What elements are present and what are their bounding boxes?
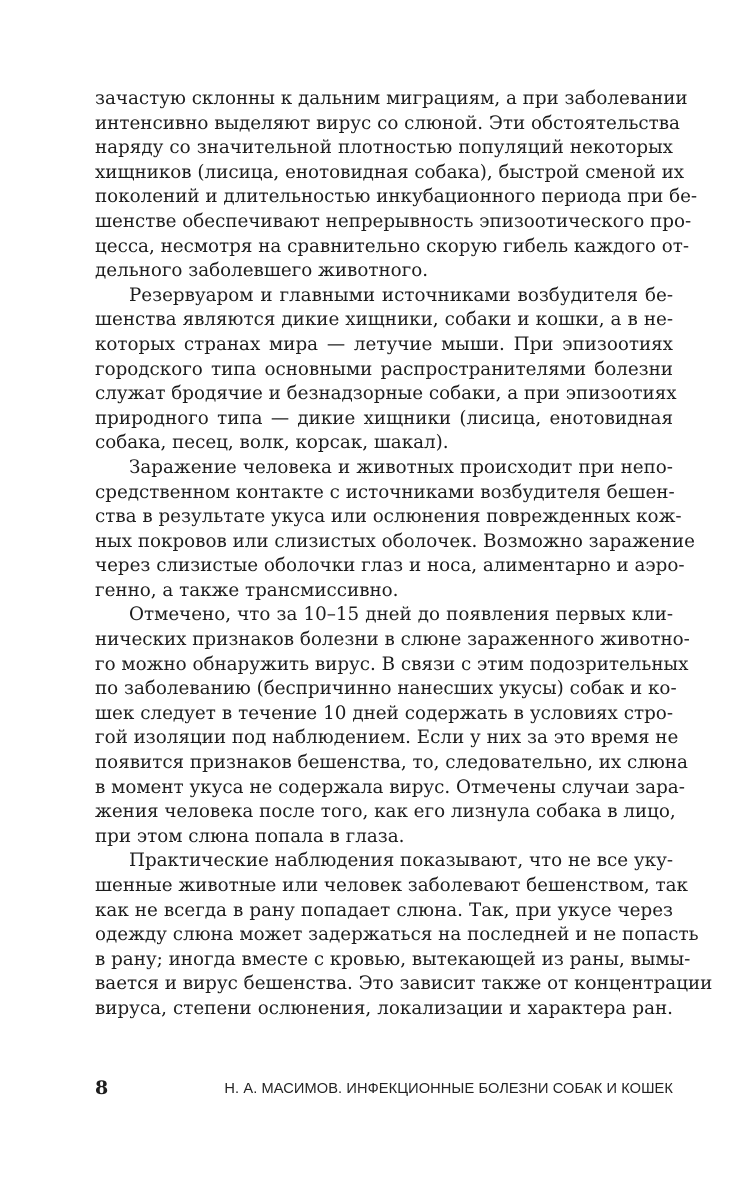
text-line: служат бродячие и безнадзорные собаки, а при эпизоотиях xyxy=(95,383,677,405)
page-number: 8 xyxy=(95,1077,109,1099)
page-footer xyxy=(95,1076,673,1100)
text-line: в рану; иногда вместе с кровью, вытекающей из раны, вымы- xyxy=(95,948,691,970)
text-line: средственном контакте с источниками возбудителя бешен- xyxy=(95,481,675,503)
text-line: Отмечено, что за 10–15 дней до появления первых кли- xyxy=(129,604,673,626)
text-line: шенства являются дикие хищники, собаки и кошки, а в не- xyxy=(95,309,673,331)
text-line: через слизистые оболочки глаз и носа, алиментарно и аэро- xyxy=(95,555,685,577)
text-line: дельного заболевшего животного. xyxy=(95,260,429,282)
text-line: го можно обнаружить вирус. В связи с этим подозрительных xyxy=(95,653,689,675)
text-line: как не всегда в рану попадает слюна. Так, при укусе через xyxy=(95,899,673,921)
text-line: одежду слюна может задержаться на последней и не попасть xyxy=(95,924,699,946)
text-line: городского типа основными распространителями болезни xyxy=(95,358,673,380)
text-line: цесса, несмотря на сравнительно скорую гибель каждого от- xyxy=(95,235,690,257)
text-line: шенные животные или человек заболевают бешенством, так xyxy=(95,875,688,896)
text-line: жения человека после того, как его лизнула собака в лицо, xyxy=(95,801,676,823)
text-line: наряду со значительной плотностью популяций некоторых xyxy=(95,137,673,159)
text-line: ных покровов или слизистых оболочек. Возможно заражение xyxy=(95,530,695,552)
text-line: шек следует в течение 10 дней содержать в условиях стро- xyxy=(95,702,673,724)
text-line: шенстве обеспечивают непрерывность эпизоотического про- xyxy=(95,210,692,232)
text-line: генно, а также трансмиссивно. xyxy=(95,579,399,601)
paragraph xyxy=(95,849,713,1021)
text-line: Резервуаром и главными источниками возбудителя бе- xyxy=(129,284,673,306)
text-line: при этом слюна попала в глаза. xyxy=(95,825,405,847)
paragraph xyxy=(95,284,677,456)
text-line: ства в результате укуса или ослюнения поврежденных кож- xyxy=(95,506,682,528)
text-line: хищников (лисица, енотовидная собака), быстрой сменой их xyxy=(95,161,685,183)
text-line: вируса, степени ослюнения, локализации и характера ран. xyxy=(95,997,673,1019)
page-body xyxy=(95,87,713,1022)
text-line: собака, песец, волк, корсак, шакал). xyxy=(95,432,449,454)
text-line: в момент укуса не содержала вирус. Отмечены случаи зара- xyxy=(95,776,685,798)
text-line: зачастую склонны к дальним миграциям, а при заболевании xyxy=(95,88,688,109)
text-line: нических признаков болезни в слюне зараженного животно- xyxy=(95,629,690,651)
text-line: вается и вирус бешенства. Это зависит также от концентрации xyxy=(95,973,713,995)
text-line: Заражение человека и животных происходит при непо- xyxy=(129,456,673,478)
text-line: появится признаков бешенства, то, следовательно, их слюна xyxy=(95,752,688,774)
text-line: по заболеванию (беспричинно нанесших укусы) собак и ко- xyxy=(95,678,677,700)
paragraph xyxy=(95,456,695,604)
paragraph xyxy=(95,603,690,849)
text-line: интенсивно выделяют вирус со слюной. Эти обстоятельства xyxy=(95,112,680,134)
text-line: природного типа — дикие хищники (лисица, енотовидная xyxy=(95,407,673,429)
text-line: гой изоляции под наблюдением. Если у них за это время не xyxy=(95,727,679,749)
running-title: Н. А. МАСИМОВ. ИНФЕКЦИОННЫЕ БОЛЕЗНИ СОБАК И КОШЕК xyxy=(224,1081,673,1097)
text-line: поколений и длительностью инкубационного периода при бе- xyxy=(95,186,698,208)
paragraph xyxy=(95,87,698,284)
text-line: Практические наблюдения показывают, что не все уку- xyxy=(129,850,674,872)
text-line: которых странах мира — летучие мыши. При эпизоотиях xyxy=(95,333,673,355)
